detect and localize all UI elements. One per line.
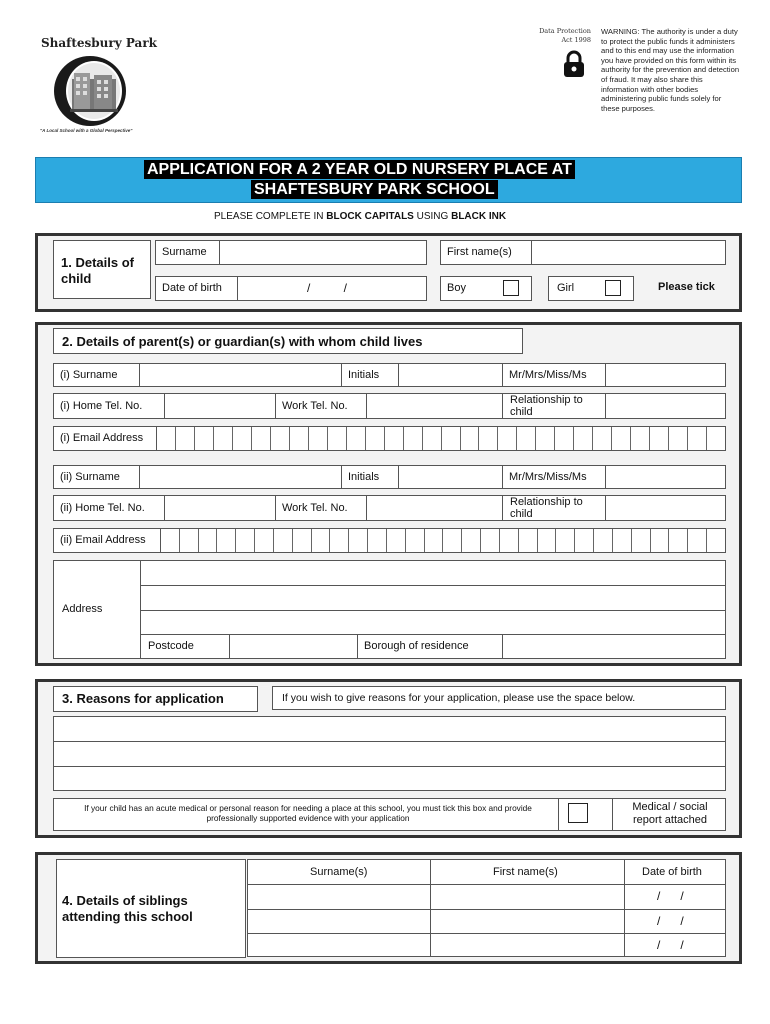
sibling1-dob[interactable]: / / — [657, 889, 684, 903]
child-firstname-label: First name(s) — [447, 246, 512, 258]
siblings-col-firstname: First name(s) — [493, 866, 558, 878]
instr-pre: PLEASE COMPLETE IN — [214, 211, 327, 222]
parent2-title-label: Mr/Mrs/Miss/Ms — [509, 471, 587, 483]
child-heading: 1. Details of child — [61, 255, 134, 286]
parent1-work-tel-label: Work Tel. No. — [282, 400, 348, 412]
parent1-home-tel-label: (i) Home Tel. No. — [60, 400, 143, 412]
parent2-email-cells[interactable] — [161, 529, 725, 552]
parent1-surname-label: (i) Surname — [60, 369, 118, 381]
instr-mid: USING — [413, 211, 452, 222]
parent1-relationship-input[interactable] — [606, 394, 725, 418]
parent-heading: 2. Details of parent(s) or guardian(s) with whom child lives — [62, 334, 423, 349]
parent1-home-tel-input[interactable] — [165, 394, 275, 418]
child-dob-label: Date of birth — [162, 282, 222, 294]
parent1-initials-label: Initials — [348, 369, 380, 381]
parent2-title-input[interactable] — [606, 466, 725, 488]
girl-label: Girl — [557, 282, 575, 294]
completion-instructions — [214, 211, 506, 222]
instr-block-capitals: BLOCK CAPITALS — [326, 211, 414, 222]
sibling1-firstname-input[interactable] — [431, 885, 624, 909]
parent2-initials-label: Initials — [348, 471, 380, 483]
sibling3-dob[interactable]: / / — [657, 938, 684, 952]
postcode-input[interactable] — [230, 635, 357, 658]
instr-black-ink: BLACK INK — [451, 211, 507, 222]
parent1-surname-input[interactable] — [140, 364, 341, 386]
parent1-relationship-label: Relationship to child — [510, 394, 583, 418]
borough-input[interactable] — [503, 635, 725, 658]
parent2-work-tel-label: Work Tel. No. — [282, 502, 348, 514]
reasons-line-1[interactable] — [54, 717, 725, 741]
parent1-email-cells[interactable] — [157, 427, 725, 450]
parent1-initials-input[interactable] — [399, 364, 502, 386]
address-label: Address — [62, 603, 103, 615]
parent1-email-label: (i) Email Address — [60, 432, 144, 444]
borough-label: Borough of residence — [364, 640, 469, 652]
medical-checkbox[interactable] — [568, 803, 588, 823]
parent2-relationship-input[interactable] — [606, 496, 725, 520]
lock-icon — [562, 50, 586, 78]
school-tagline: "A Local School with a Global Perspective" — [40, 128, 133, 133]
parent2-surname-input[interactable] — [140, 466, 341, 488]
siblings-heading: 4. Details of siblings attending this school — [62, 893, 193, 924]
boy-checkbox[interactable] — [503, 280, 519, 296]
medical-label: Medical / social report attached — [632, 801, 708, 826]
data-protection-text: Data Protection Act 1998 — [539, 27, 591, 44]
parent2-surname-label: (ii) Surname — [60, 471, 120, 483]
address-line-2[interactable] — [141, 586, 725, 610]
school-name: Shaftesbury Park — [41, 36, 157, 50]
sibling2-dob[interactable]: / / — [657, 914, 684, 928]
sibling3-surname-input[interactable] — [248, 934, 430, 956]
parent2-initials-input[interactable] — [399, 466, 502, 488]
child-dob-separators: / / — [307, 281, 348, 295]
postcode-label: Postcode — [148, 640, 194, 652]
parent1-title-label: Mr/Mrs/Miss/Ms — [509, 369, 587, 381]
medical-text: If your child has an acute medical or personal reason for needing a place at this school, you must tick this box and provide professionally supported evidence with your application — [84, 803, 532, 823]
title-line-1: APPLICATION FOR A 2 YEAR OLD NURSERY PLACE AT — [144, 160, 575, 179]
siblings-col-surname: Surname(s) — [310, 866, 368, 878]
title-line-2: SHAFTESBURY PARK SCHOOL — [251, 180, 498, 199]
sibling1-surname-input[interactable] — [248, 885, 430, 909]
parent2-relationship-label: Relationship to child — [510, 496, 583, 520]
address-line-3[interactable] — [141, 611, 725, 634]
parent2-email-label: (ii) Email Address — [60, 534, 146, 546]
reasons-line-3[interactable] — [54, 767, 725, 790]
girl-checkbox[interactable] — [605, 280, 621, 296]
child-surname-label: Surname — [162, 246, 207, 258]
parent2-work-tel-input[interactable] — [367, 496, 502, 520]
siblings-col-dob: Date of birth — [642, 866, 702, 878]
parent1-work-tel-input[interactable] — [367, 394, 502, 418]
sibling2-surname-input[interactable] — [248, 910, 430, 933]
reasons-heading: 3. Reasons for application — [62, 691, 224, 706]
parent2-home-tel-label: (ii) Home Tel. No. — [60, 502, 145, 514]
fraud-warning: WARNING: The authority is under a duty to protect the public funds it administers and to this end may use the information you have provided on this form within its authority for the prevention and detection of fraud. It may also share this information with other bodies administering public funds solely for these purposes. — [601, 27, 740, 113]
sibling3-firstname-input[interactable] — [431, 934, 624, 956]
parent2-home-tel-input[interactable] — [165, 496, 275, 520]
parent1-title-input[interactable] — [606, 364, 725, 386]
address-line-1[interactable] — [141, 561, 725, 585]
please-tick-label: Please tick — [658, 281, 715, 293]
reasons-hint: If you wish to give reasons for your application, please use the space below. — [282, 692, 636, 704]
school-logo — [50, 53, 130, 129]
reasons-line-2[interactable] — [54, 742, 725, 766]
boy-label: Boy — [447, 282, 466, 294]
sibling2-firstname-input[interactable] — [431, 910, 624, 933]
